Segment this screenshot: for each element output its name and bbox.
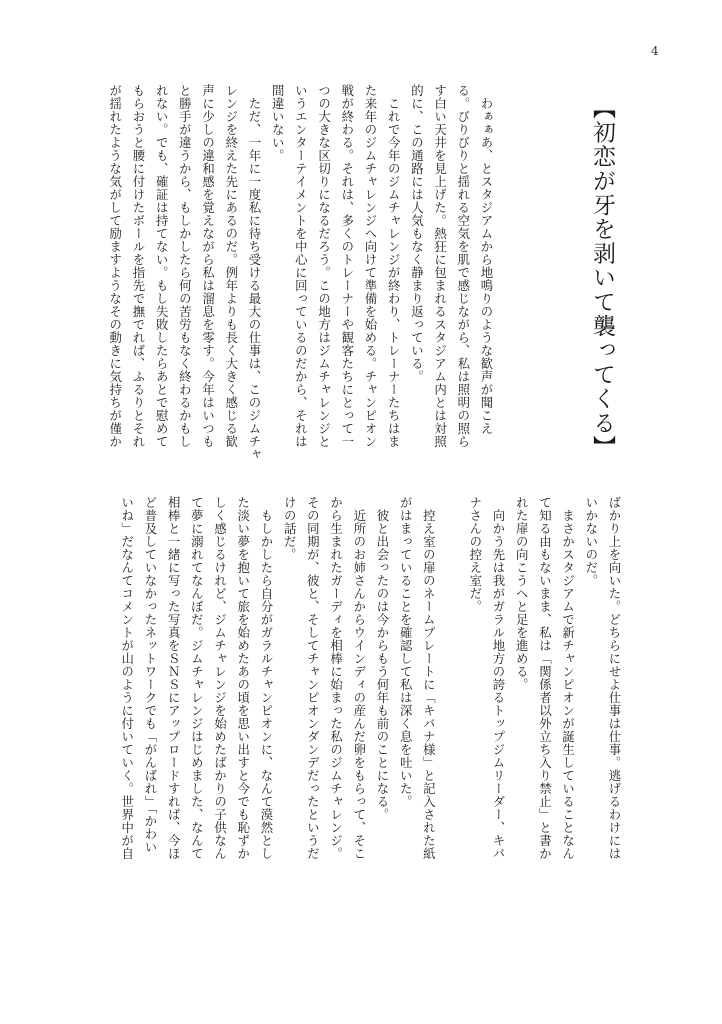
text-line: もらおうと腰に付けたボールを指先で撫でれば、ふるりとそれ [130, 84, 146, 448]
chapter-title: 【初恋が牙を剥いて襲ってくる】 [589, 96, 615, 459]
text-line: けの話だ。 [282, 496, 298, 561]
text-line: わぁぁあ、とスタジアムから地鳴りのような歓声が聞こえ [479, 84, 494, 435]
text-line: これで今年のジムチャレンジが終わり、トレーナーたちはま [386, 84, 402, 448]
text-line: て知る由もないまま、私は「関係者以外立ち入り禁止」と書か [537, 496, 553, 860]
text-line: ただ、一年に一度私に待ち受ける最大の仕事は、このジムチャ [246, 84, 262, 461]
text-line: ナさんの控え室だ。 [467, 496, 483, 613]
text-line: がはまっていることを確認して私は深く息を吐いた。 [398, 496, 414, 808]
text-line: て夢に溺れてなんぼだ。ジムチャレンジはじめました、なんて [189, 496, 205, 860]
text-line: レンジを終えた先にあるのだ。例年よりも長く大きく感じる歓 [223, 84, 239, 448]
text-line: しく感じるけれど、ジムチャレンジを始めたばかりの子供なん [212, 496, 228, 860]
text-line: 間違いない。 [270, 84, 286, 162]
page-number: 4 [651, 44, 659, 58]
text-line: す白い天井を見上げた。熱狂に包まれるスタジアム内とは対照 [432, 84, 448, 448]
text-line: が揺れたような気がして励ますようなその動きに気持ちが僅か [107, 84, 123, 448]
text-line: 戦が終わる。それは、多くのトレーナーや観客たちにとって一 [339, 84, 355, 448]
text-line: れた扉の向こうへと足を進める。 [514, 496, 530, 691]
text-line: いかないのだ。 [583, 496, 599, 587]
text-line: いね」だなんてコメントが山のように付いていく。世界中が自 [119, 496, 135, 860]
text-line: もしかしたら自分がガラルチャンピオンに、なんて漠然とし [258, 496, 274, 860]
text-line: 近所のお姉さんからウインディの産んだ卵をもらって、そこ [351, 496, 367, 860]
text-line: 向かう先は我がガラル地方の誇るトップジムリーダー、キバ [490, 496, 506, 860]
lower-text-block [116, 496, 626, 908]
upper-text-block [104, 84, 498, 484]
text-line: その同期が、彼と、そしてチャンピオンダンデだったというだ [305, 496, 321, 860]
text-line: た来年のジムチャレンジへ向けて準備を始める。チャンピオン [362, 84, 378, 448]
text-line: から生まれたガーディを相棒に始まった私のジムチャレンジ。 [328, 496, 344, 860]
text-line: ど普及していなかったネットワークでも「がんばれ」「かわい [142, 496, 158, 854]
text-line: 的に、この通路には人気もなく静まり返っている。 [409, 84, 425, 383]
text-line: いうエンターテイメントを中心に回っているのだから、それは [293, 84, 309, 448]
text-line: 相棒と一緒に写った写真をＳＮＳにアップロードすれば、今ほ [166, 496, 182, 860]
text-line: 控え室の扉のネームプレートに「キバナ様」と記入された紙 [421, 496, 437, 860]
text-line: 声に少しの違和感を覚えながら私は溜息を零す。今年はいつも [200, 84, 216, 448]
text-line: と勝手が違うから、もしかしたら何の苦労もなく終わるかもし [177, 84, 193, 448]
text-line [440, 496, 463, 908]
text-line: る。びりびりと揺れる空気を肌で感じながら、私は照明の照ら [455, 84, 471, 448]
text-line: た淡い夢を抱いて旅を始めたあの頃を思い出すと今でも恥ずか [235, 496, 251, 860]
text-line: まさかスタジアムで新チャンピオンが誕生していることなん [560, 496, 576, 860]
text-line: 彼と出会ったのは今からもう何年も前のことになる。 [374, 496, 390, 821]
text-line: ばかり上を向いた。どちらにせよ仕事は仕事。逃げるわけには [607, 496, 622, 860]
text-line: れない。でも、確証は持てない。もし失敗したらあとで慰めて [154, 84, 170, 448]
text-line: つの大きな区切りになるだろう。この地方はジムチャレンジと [316, 84, 332, 448]
